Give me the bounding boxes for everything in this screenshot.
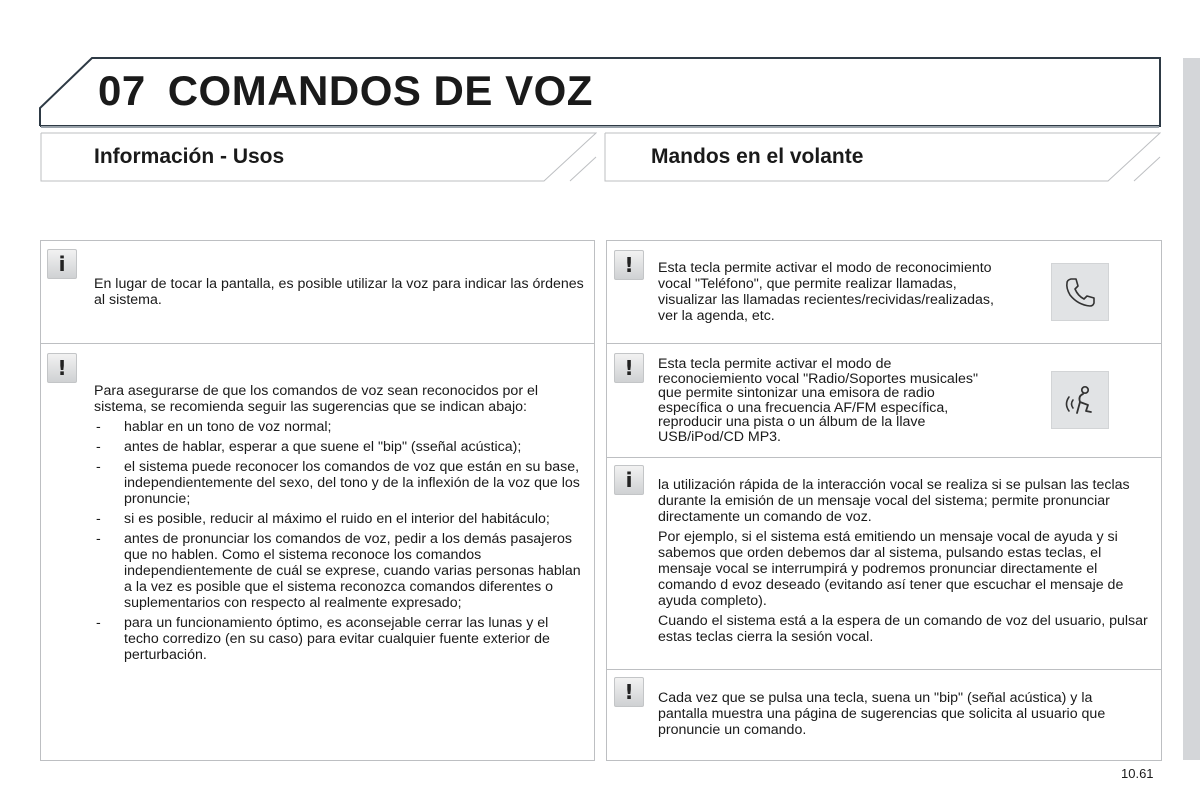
section-title-info: Información - Usos (94, 145, 285, 168)
side-tab-bar (1183, 58, 1200, 760)
list-item: - hablar en un tono de voz normal; (94, 419, 586, 435)
info-icon: i (47, 249, 77, 279)
voice-tips-list (94, 419, 586, 663)
chapter-heading: COMANDOS DE VOZ (167, 67, 593, 114)
warning-icon: ! (47, 353, 77, 383)
phone-key-text: Esta tecla permite activar el modo de reconocimiento vocal "Teléfono", que permite realizar llamadas, visualizar las llamadas recientes/recividas/realizadas, ver la agenda, etc. (658, 260, 994, 324)
chapter-title (98, 67, 593, 114)
section-header-right (604, 132, 1161, 182)
section-title-controls: Mandos en el volante (651, 145, 864, 168)
list-item: - si es posible, reducir al máximo el ruido en el interior del habitáculo; (94, 511, 586, 527)
chapter-number: 07 (98, 67, 146, 114)
paragraph: Por ejemplo, si el sistema está emitiendo un mensaje vocal de ayuda y si sabemos que orden debemos dar al sistema, pulsando estas teclas, el mensaje vocal se interrumpirá y podremos pronunciar directamente el comando d evoz deseado (evitando así tener que escuchar el mensaje de ayuda completo). (658, 529, 1124, 609)
info-icon: i (614, 465, 644, 495)
page-number: 10.61 (1121, 766, 1154, 781)
voice-key-text: Esta tecla permite activar el modo de reconociemiento vocal "Radio/Soportes musicales" que permite sintonizar una emisora de radio específica o una frecuencia AF/FM específica, reproducir una pista o un álbum de la llave USB/iPod/CD MP3. (658, 356, 978, 445)
warning-icon: ! (614, 677, 644, 707)
voice-tips-intro: Para asegurarse de que los comandos de voz sean reconocidos por el sistema, se recomienda seguir las sugerencias que se indican abajo: (94, 383, 539, 415)
phone-icon (1051, 263, 1109, 321)
voice-tips (94, 383, 586, 667)
warning-icon: ! (614, 250, 644, 280)
info-text: En lugar de tocar la pantalla, es posible utilizar la voz para indicar las órdenes al sistema. (94, 276, 584, 308)
divider (606, 669, 1162, 670)
warning-icon: ! (614, 353, 644, 383)
paragraph: Cuando el sistema está a la espera de un comando de voz del usuario, pulsar estas teclas cierra la sesión vocal. (658, 613, 1148, 645)
list-item: - el sistema puede reconocer los comandos de voz que están en su base, independientemente del sexo, del tono y de la inflexión de la voz que los pronuncie; (94, 459, 586, 507)
divider (606, 457, 1162, 458)
list-item: - para un funcionamiento óptimo, es aconsejable cerrar las lunas y el techo corredizo (en su caso) para evitar cualquier fuente exterior de perturbación. (94, 615, 586, 663)
beep-warning-text: Cada vez que se pulsa una tecla, suena un "bip" (señal acústica) y la pantalla muestra una página de sugerencias que solicita al usuario que pronuncie un comando. (658, 690, 1106, 738)
divider (40, 343, 595, 344)
divider (606, 343, 1162, 344)
list-item: - antes de hablar, esperar a que suene el "bip" (sseñal acústica); (94, 439, 586, 455)
quick-interaction-text (658, 477, 1154, 649)
list-item: - antes de pronunciar los comandos de voz, pedir a los demás pasajeros que no hablen. Como el sistema reconoce los comandos independientemente de cuál se exprese, cuando varias personas hablan a la vez es posible que el sistema reconozca comandos diferentes o suplementarios con respecto al realmente expresado; (94, 531, 586, 611)
section-header-left (40, 132, 597, 182)
voice-command-icon (1051, 371, 1109, 429)
paragraph: la utilización rápida de la interacción vocal se realiza si se pulsan las teclas durante la emisión de un mensaje vocal del sistema; permite pronunciar directamente un comando de voz. (658, 477, 1130, 525)
